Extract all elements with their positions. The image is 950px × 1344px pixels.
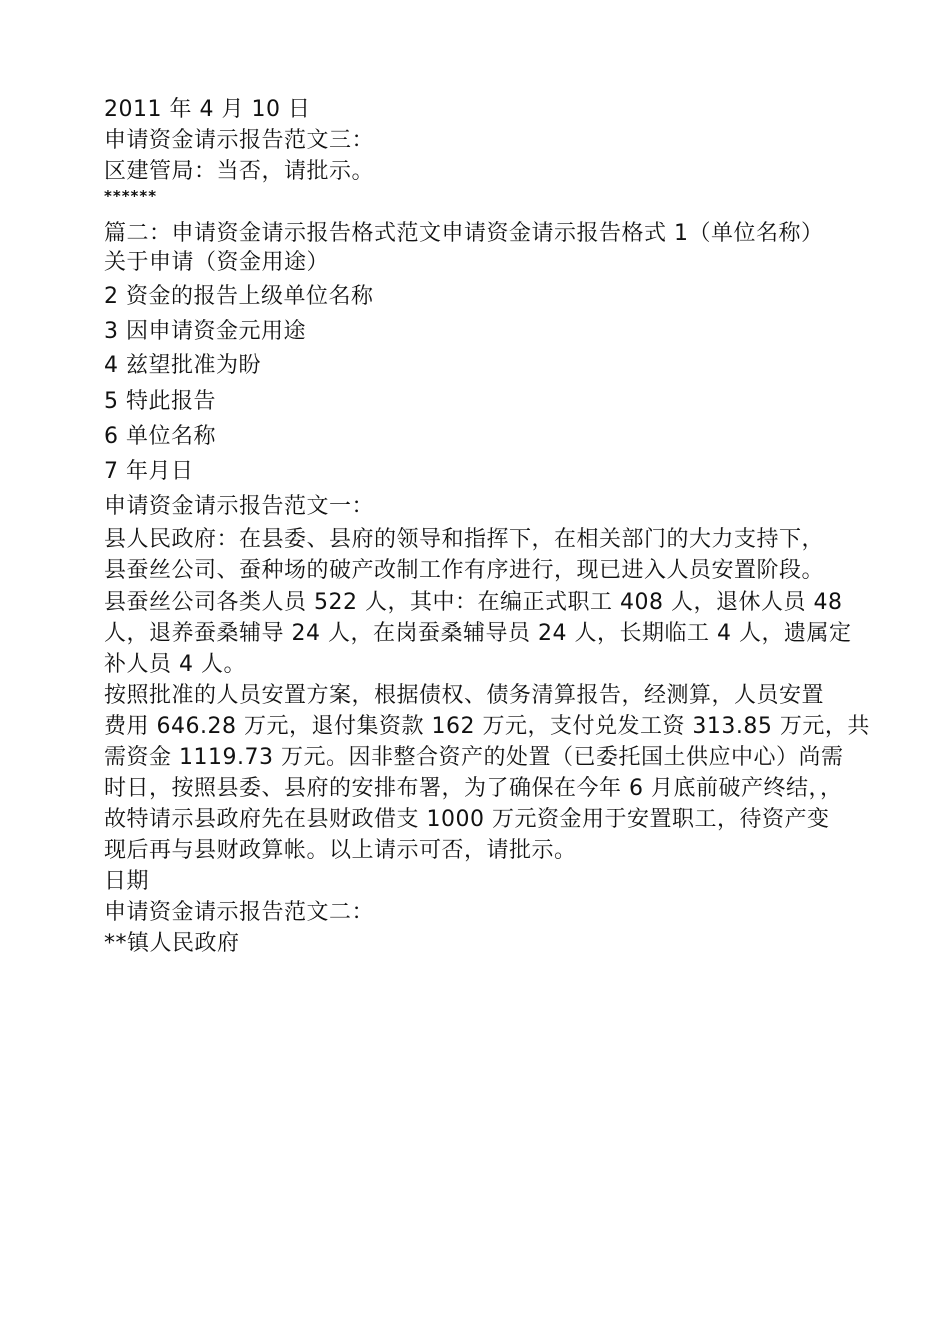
section-heading-1: 申请资金请示报告范文一：	[104, 494, 375, 519]
paragraph-line: 现后再与县财政算帐。以上请示可否，请批示。	[104, 838, 577, 863]
paragraph-line: 费用 646.28 万元，退付集资款 162 万元，支付兑发工资 313.85 万元，共	[104, 714, 870, 739]
date-label: 日期	[104, 869, 150, 894]
paragraph-line: 补人员 4 人。	[104, 652, 246, 677]
paragraph-line: 县蚕丝公司、蚕种场的破产改制工作有序进行，现已进入人员安置阶段。	[104, 558, 825, 583]
article-heading: 篇二：申请资金请示报告格式范文申请资金请示报告格式 1（单位名称）	[104, 221, 824, 246]
addressee-line: **镇人民政府	[104, 931, 240, 956]
paragraph-line: 县蚕丝公司各类人员 522 人，其中：在编正式职工 408 人，退休人员 48	[104, 590, 843, 615]
paragraph-line: 人，退养蚕桑辅导 24 人，在岗蚕桑辅导员 24 人，长期临工 4 人，遗属定	[104, 621, 852, 646]
numbered-item: 6 单位名称	[104, 424, 216, 449]
numbered-item: 3 因申请资金元用途	[104, 319, 306, 344]
numbered-item: 2 资金的报告上级单位名称	[104, 284, 374, 309]
numbered-item: 4 兹望批准为盼	[104, 353, 261, 378]
numbered-item: 5 特此报告	[104, 389, 216, 414]
date-line: 2011 年 4 月 10 日	[104, 97, 311, 122]
paragraph-line: 时日，按照县委、县府的安排布署，为了确保在今年 6 月底前破产终结，，	[104, 776, 843, 801]
section-heading-3: 申请资金请示报告范文三：	[104, 128, 375, 153]
closing-line: 区建管局：当否，请批示。	[104, 159, 375, 184]
section-heading-2: 申请资金请示报告范文二：	[104, 900, 375, 925]
text-line: 关于申请（资金用途）	[104, 250, 330, 275]
paragraph-line: 县人民政府：在县委、县府的领导和指挥下，在相关部门的大力支持下，	[104, 527, 825, 552]
paragraph-line: 按照批准的人员安置方案，根据债权、债务清算报告，经测算，人员安置	[104, 683, 825, 708]
separator-stars: ******	[104, 187, 158, 205]
paragraph-line: 需资金 1119.73 万元。因非整合资产的处置（已委托国土供应中心）尚需	[104, 745, 844, 770]
numbered-item: 7 年月日	[104, 459, 194, 484]
paragraph-line: 故特请示县政府先在县财政借支 1000 万元资金用于安置职工，待资产变	[104, 807, 830, 832]
